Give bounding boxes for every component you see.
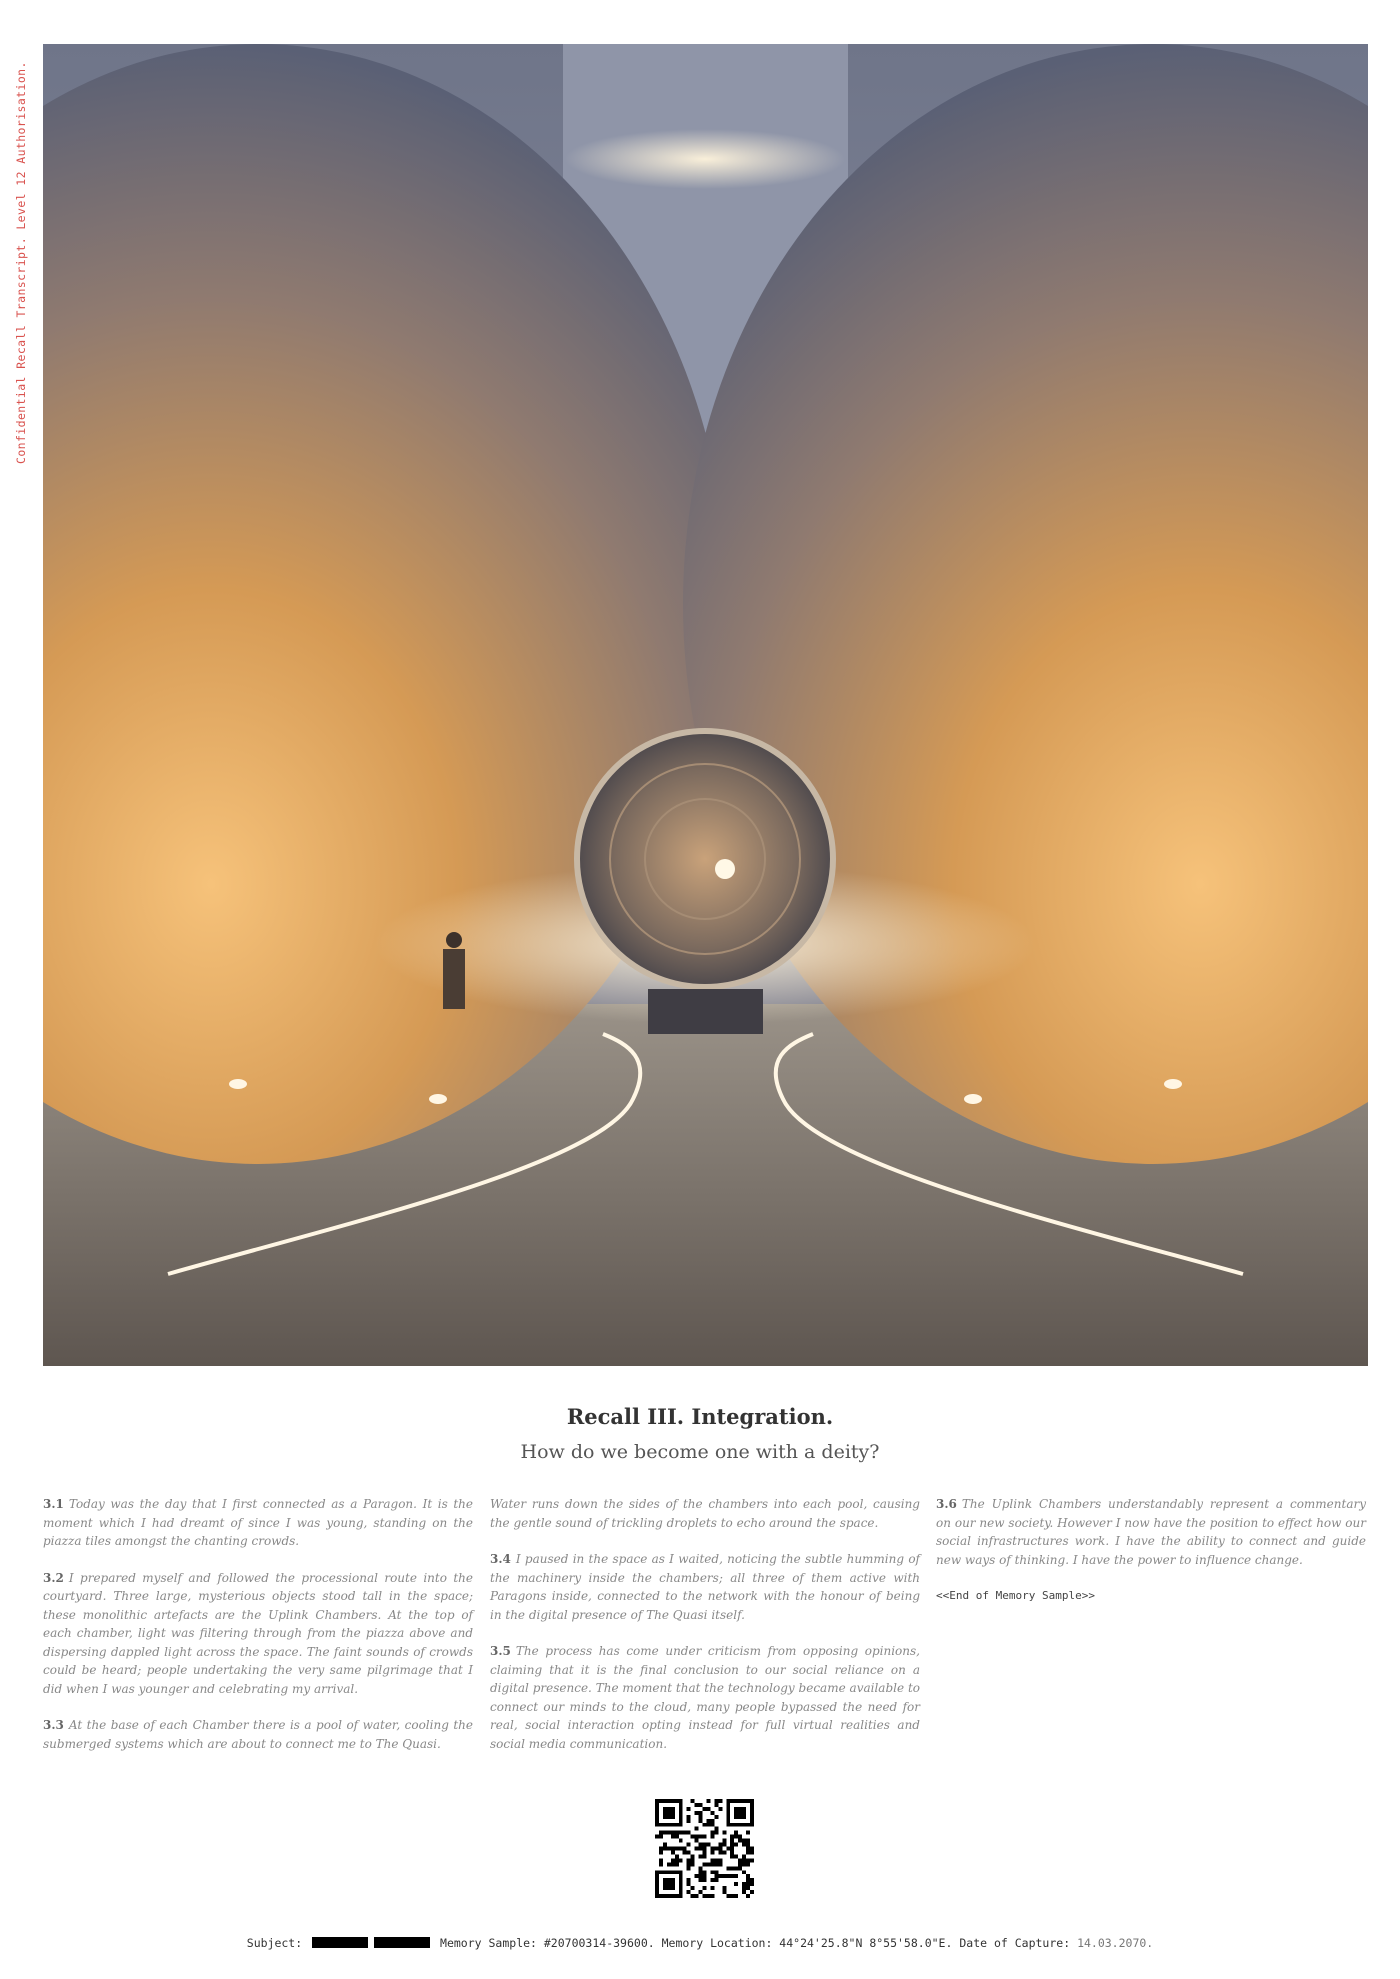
text-column-3	[936, 1495, 1366, 1606]
paragraph-text: Water runs down the sides of the chambers into each pool, causing the gentle sound of trickling droplets to echo around the space.	[490, 1497, 920, 1530]
paragraph-text: The process has come under criticism from opposing opinions, claiming that it is the final conclusion to our social reliance on a digital presence. The moment that the technology became available to connect our minds to the cloud, many people bypassed the need for real, social interaction opting instead for full virtual realities and social media communication.	[490, 1644, 920, 1751]
memory-sample: Memory Sample: #20700314-39600.	[440, 1936, 655, 1950]
paragraph-3-5	[490, 1642, 920, 1753]
paragraph-number: 3.1	[43, 1497, 64, 1511]
memory-location: Memory Location: 44°24'25.8"N 8°55'58.0"E.	[661, 1936, 953, 1950]
paragraph-3-6	[936, 1495, 1366, 1569]
confidential-label-text: Confidential Recall Transcript. Level 12 Authorisation.	[14, 61, 28, 464]
paragraph-number: 3.3	[43, 1718, 64, 1732]
paragraph-3-1	[43, 1495, 473, 1551]
confidential-label	[14, 44, 32, 464]
paragraph-text: The Uplink Chambers understandably represent a commentary on our new society. However I now have the position to effect how our social infrastructures work. I have the ability to connect and guide new ways of thinking. I have the power to influence change.	[936, 1497, 1366, 1567]
redaction-bar	[374, 1937, 430, 1948]
text-column-1	[43, 1495, 473, 1771]
paragraph-number: 3.5	[490, 1644, 511, 1658]
recall-subtitle: How do we become one with a deity?	[520, 1441, 880, 1463]
end-of-memory-note: <<End of Memory Sample>>	[936, 1589, 1095, 1602]
date-label: Date of Capture:	[959, 1936, 1071, 1950]
paragraph-3-2	[43, 1569, 473, 1699]
redaction-bar	[312, 1937, 368, 1948]
paragraph-text: I paused in the space as I waited, noticing the subtle humming of the machinery inside the chambers; all three of them active with Paragons inside, connected to the network with the honour of being in the digital presence of The Quasi itself.	[490, 1552, 920, 1622]
chamber-illustration	[43, 44, 1368, 1366]
text-column-2	[490, 1495, 920, 1771]
paragraph-3-4	[490, 1550, 920, 1624]
paragraph-3-3	[43, 1716, 473, 1753]
qr-code-graphic	[655, 1799, 754, 1898]
subject-label: Subject:	[246, 1936, 303, 1950]
paragraph-text: At the base of each Chamber there is a pool of water, cooling the submerged systems which are about to connect me to The Quasi.	[43, 1718, 473, 1751]
qr-code[interactable]	[655, 1799, 754, 1898]
paragraph-number: 3.6	[936, 1497, 957, 1511]
paragraph-text: Today was the day that I first connected as a Paragon. It is the moment which I had dreamt of since I was young, standing on the piazza tiles amongst the chanting crowds.	[43, 1497, 473, 1548]
date-of-capture: 14.03.2070.	[1077, 1936, 1154, 1950]
capture-metadata-footer	[0, 1936, 1400, 1950]
paragraph-3-3-continued	[490, 1495, 920, 1532]
paragraph-text: I prepared myself and followed the processional route into the courtyard. Three large, mysterious objects stood tall in the space; these monolithic artefacts are the Uplink Chambers. At the top of each chamber, light was filtering through from the piazza above and dispersing dappled light across the space. The faint sounds of crowds could be heard; people undertaking the very same pilgrimage that I did when I was younger and celebrating my arrival.	[43, 1570, 473, 1696]
paragraph-number: 3.2	[43, 1570, 64, 1585]
recall-title: Recall III. Integration.	[566, 1404, 834, 1429]
paragraph-number: 3.4	[490, 1552, 511, 1566]
hero-render-image	[43, 44, 1368, 1366]
